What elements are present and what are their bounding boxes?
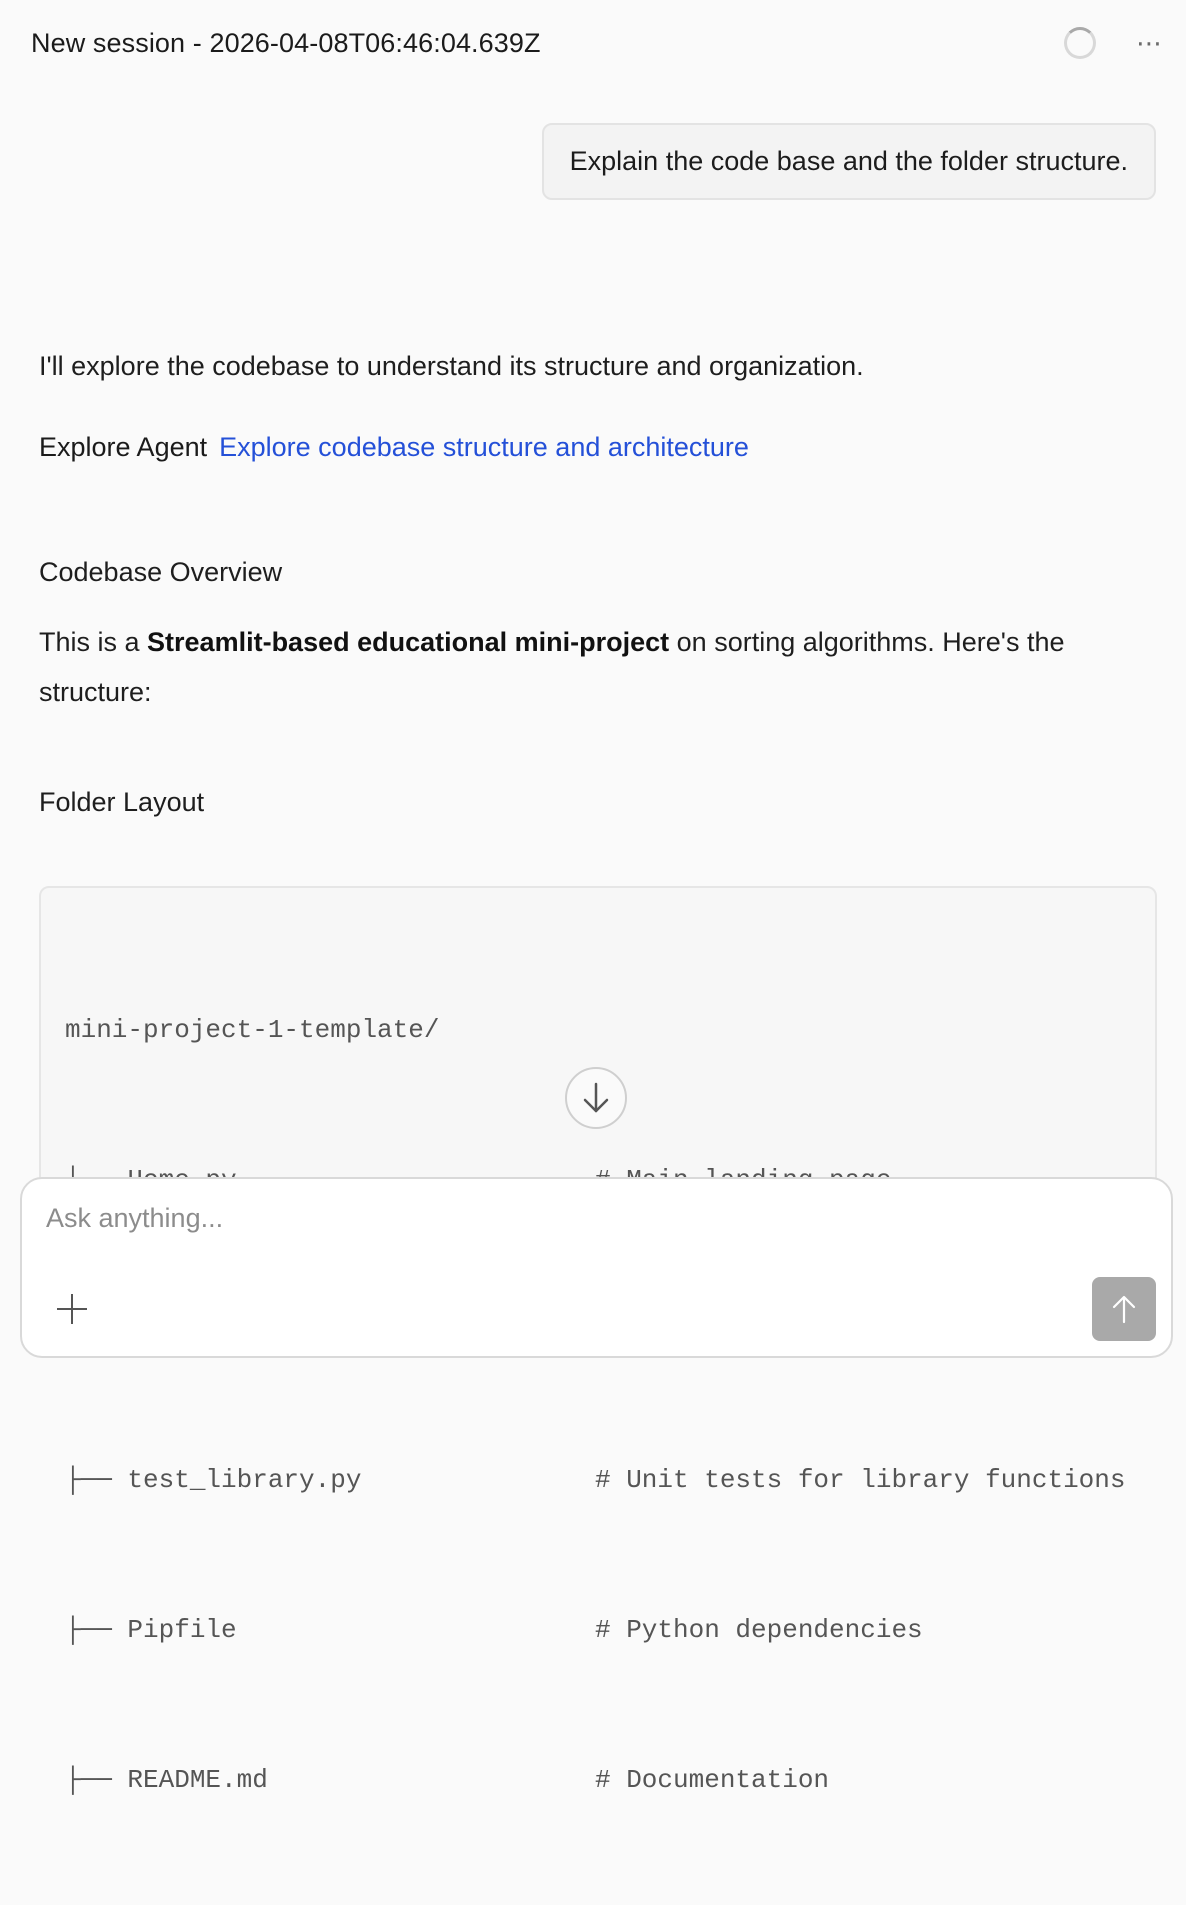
send-button[interactable] [1092, 1277, 1156, 1341]
code-comment: # Unit tests for library functions [595, 1465, 1126, 1495]
code-file-path: ├── Pipfile [65, 1615, 237, 1645]
ask-input[interactable] [46, 1203, 1136, 1243]
scroll-to-bottom-button[interactable] [565, 1067, 627, 1129]
code-line [65, 1605, 1141, 1655]
attach-button[interactable] [52, 1289, 92, 1329]
code-content [65, 905, 1141, 1905]
overview-bold-text: Streamlit-based educational mini-project [147, 627, 670, 657]
session-title: New session - 2026-04-08T06:46:04.639Z [31, 27, 541, 58]
agent-task-row [39, 422, 749, 472]
code-comment: # Python dependencies [595, 1615, 923, 1645]
overview-prefix: This is a [39, 627, 148, 657]
more-options-icon[interactable]: ⋯ [1136, 28, 1164, 58]
overview-paragraph [39, 617, 1157, 717]
message-composer [20, 1177, 1173, 1358]
code-comment: # Documentation [595, 1765, 830, 1795]
session-header [0, 0, 1186, 86]
code-file-path: ├── test_library.py [65, 1465, 362, 1495]
overview-heading: Codebase Overview [39, 557, 283, 587]
agent-label: Explore Agent [39, 432, 208, 462]
arrow-up-icon [1111, 1294, 1137, 1324]
code-file-path: ├── README.md [65, 1765, 268, 1795]
user-message-bubble: Explain the code base and the folder structure. [542, 123, 1156, 200]
folder-layout-heading: Folder Layout [39, 787, 205, 817]
code-root-line: mini-project-1-template/ [65, 1015, 440, 1045]
code-line [65, 1455, 1141, 1505]
overview-suffix: on sorting algorithms. Here's the structure: [39, 627, 1065, 707]
agent-task-link[interactable]: Explore codebase structure and architecture [219, 432, 749, 462]
assistant-intro-text: I'll explore the codebase to understand its structure and organization. [39, 351, 864, 381]
plus-icon [55, 1292, 89, 1326]
arrow-down-icon [581, 1081, 611, 1115]
header-actions [1064, 27, 1164, 59]
code-line [65, 1755, 1141, 1805]
loading-spinner-icon [1064, 27, 1096, 59]
